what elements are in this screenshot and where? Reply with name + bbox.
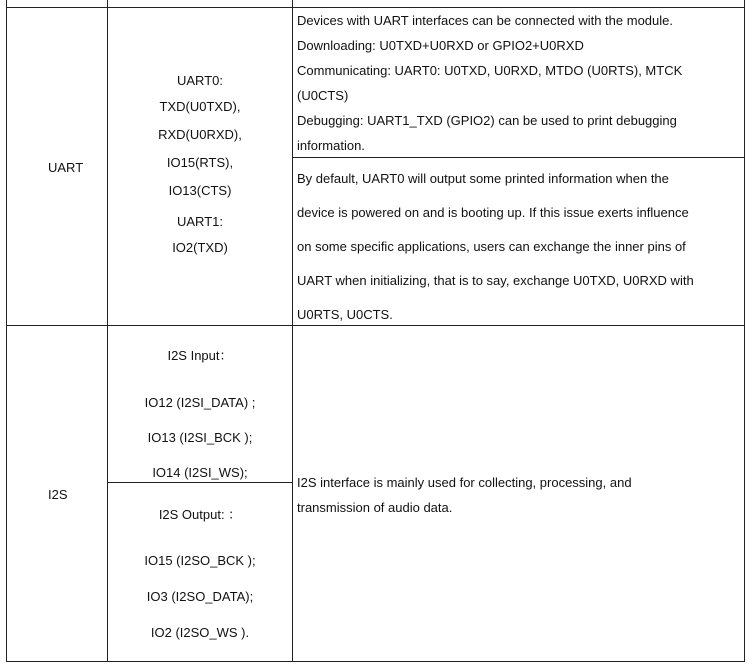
- i2s-pin-line: IO2 (I2SO_WS ).: [150, 625, 250, 640]
- uart-name: UART: [48, 160, 84, 175]
- i2s-input-pins: [107, 385, 293, 490]
- i2s-desc-line: I2S interface is mainly used for collecting, processing, and: [297, 475, 632, 490]
- uart-desc-line: information.: [297, 138, 365, 153]
- uart-desc-line: UART when initializing, that is to say, exchange U0TXD, U0RXD with: [297, 273, 694, 288]
- uart-desc-line: By default, UART0 will output some printed information when the: [297, 171, 669, 186]
- table-border-bottom: [6, 661, 745, 662]
- uart-pin-line: TXD(U0TXD),: [159, 99, 241, 114]
- i2s-pin-line: IO3 (I2SO_DATA);: [146, 589, 254, 604]
- uart-desc-default: [297, 162, 694, 332]
- i2s-output-pins: [107, 543, 293, 651]
- uart-desc-line: Communicating: UART0: U0TXD, U0RXD, MTDO (U0RTS), MTCK: [297, 63, 683, 78]
- uart-pin-line: RXD(U0RXD),: [158, 127, 242, 142]
- i2s-desc-line: transmission of audio data.: [297, 500, 453, 515]
- i2s-desc: [297, 470, 632, 520]
- uart-desc-line: Downloading: U0TXD+U0RXD or GPIO2+U0RXD: [297, 38, 584, 53]
- uart-desc-line: device is powered on and is booting up. If this issue exerts influence: [297, 205, 689, 220]
- uart-pin-line: IO13(CTS): [168, 183, 232, 198]
- i2s-name: I2S: [48, 487, 68, 502]
- uart-desc-line: Devices with UART interfaces can be connected with the module.: [297, 13, 673, 28]
- uart-desc-line: Debugging: UART1_TXD (GPIO2) can be used to print debugging: [297, 113, 677, 128]
- table-border-left: [6, 0, 7, 662]
- uart-desc-line: U0RTS, U0CTS.: [297, 307, 393, 322]
- uart-pin-line: IO2(TXD): [172, 240, 228, 255]
- uart-pin-line: UART1:: [177, 214, 223, 229]
- uart-desc-line: (U0CTS): [297, 88, 349, 103]
- i2s-pin-line: IO13 (I2SI_BCK );: [147, 430, 253, 445]
- uart-desc-line: on some specific applications, users can exchange the inner pins of: [297, 239, 686, 254]
- table-border-right: [744, 0, 745, 662]
- i2s-output-label: I2S Output: ：: [158, 507, 242, 522]
- i2s-pin-line: IO14 (I2SI_WS);: [152, 465, 248, 480]
- i2s-input-label: I2S Input：: [167, 348, 233, 363]
- i2s-pin-line: IO12 (I2SI_DATA) ;: [144, 395, 256, 410]
- uart-pin-line: UART0:: [177, 73, 223, 88]
- uart-pins: [107, 68, 293, 261]
- uart-pin-line: IO15(RTS),: [166, 155, 234, 170]
- i2s-pin-line: IO15 (I2SO_BCK );: [144, 553, 256, 568]
- uart-desc-general: [297, 8, 682, 158]
